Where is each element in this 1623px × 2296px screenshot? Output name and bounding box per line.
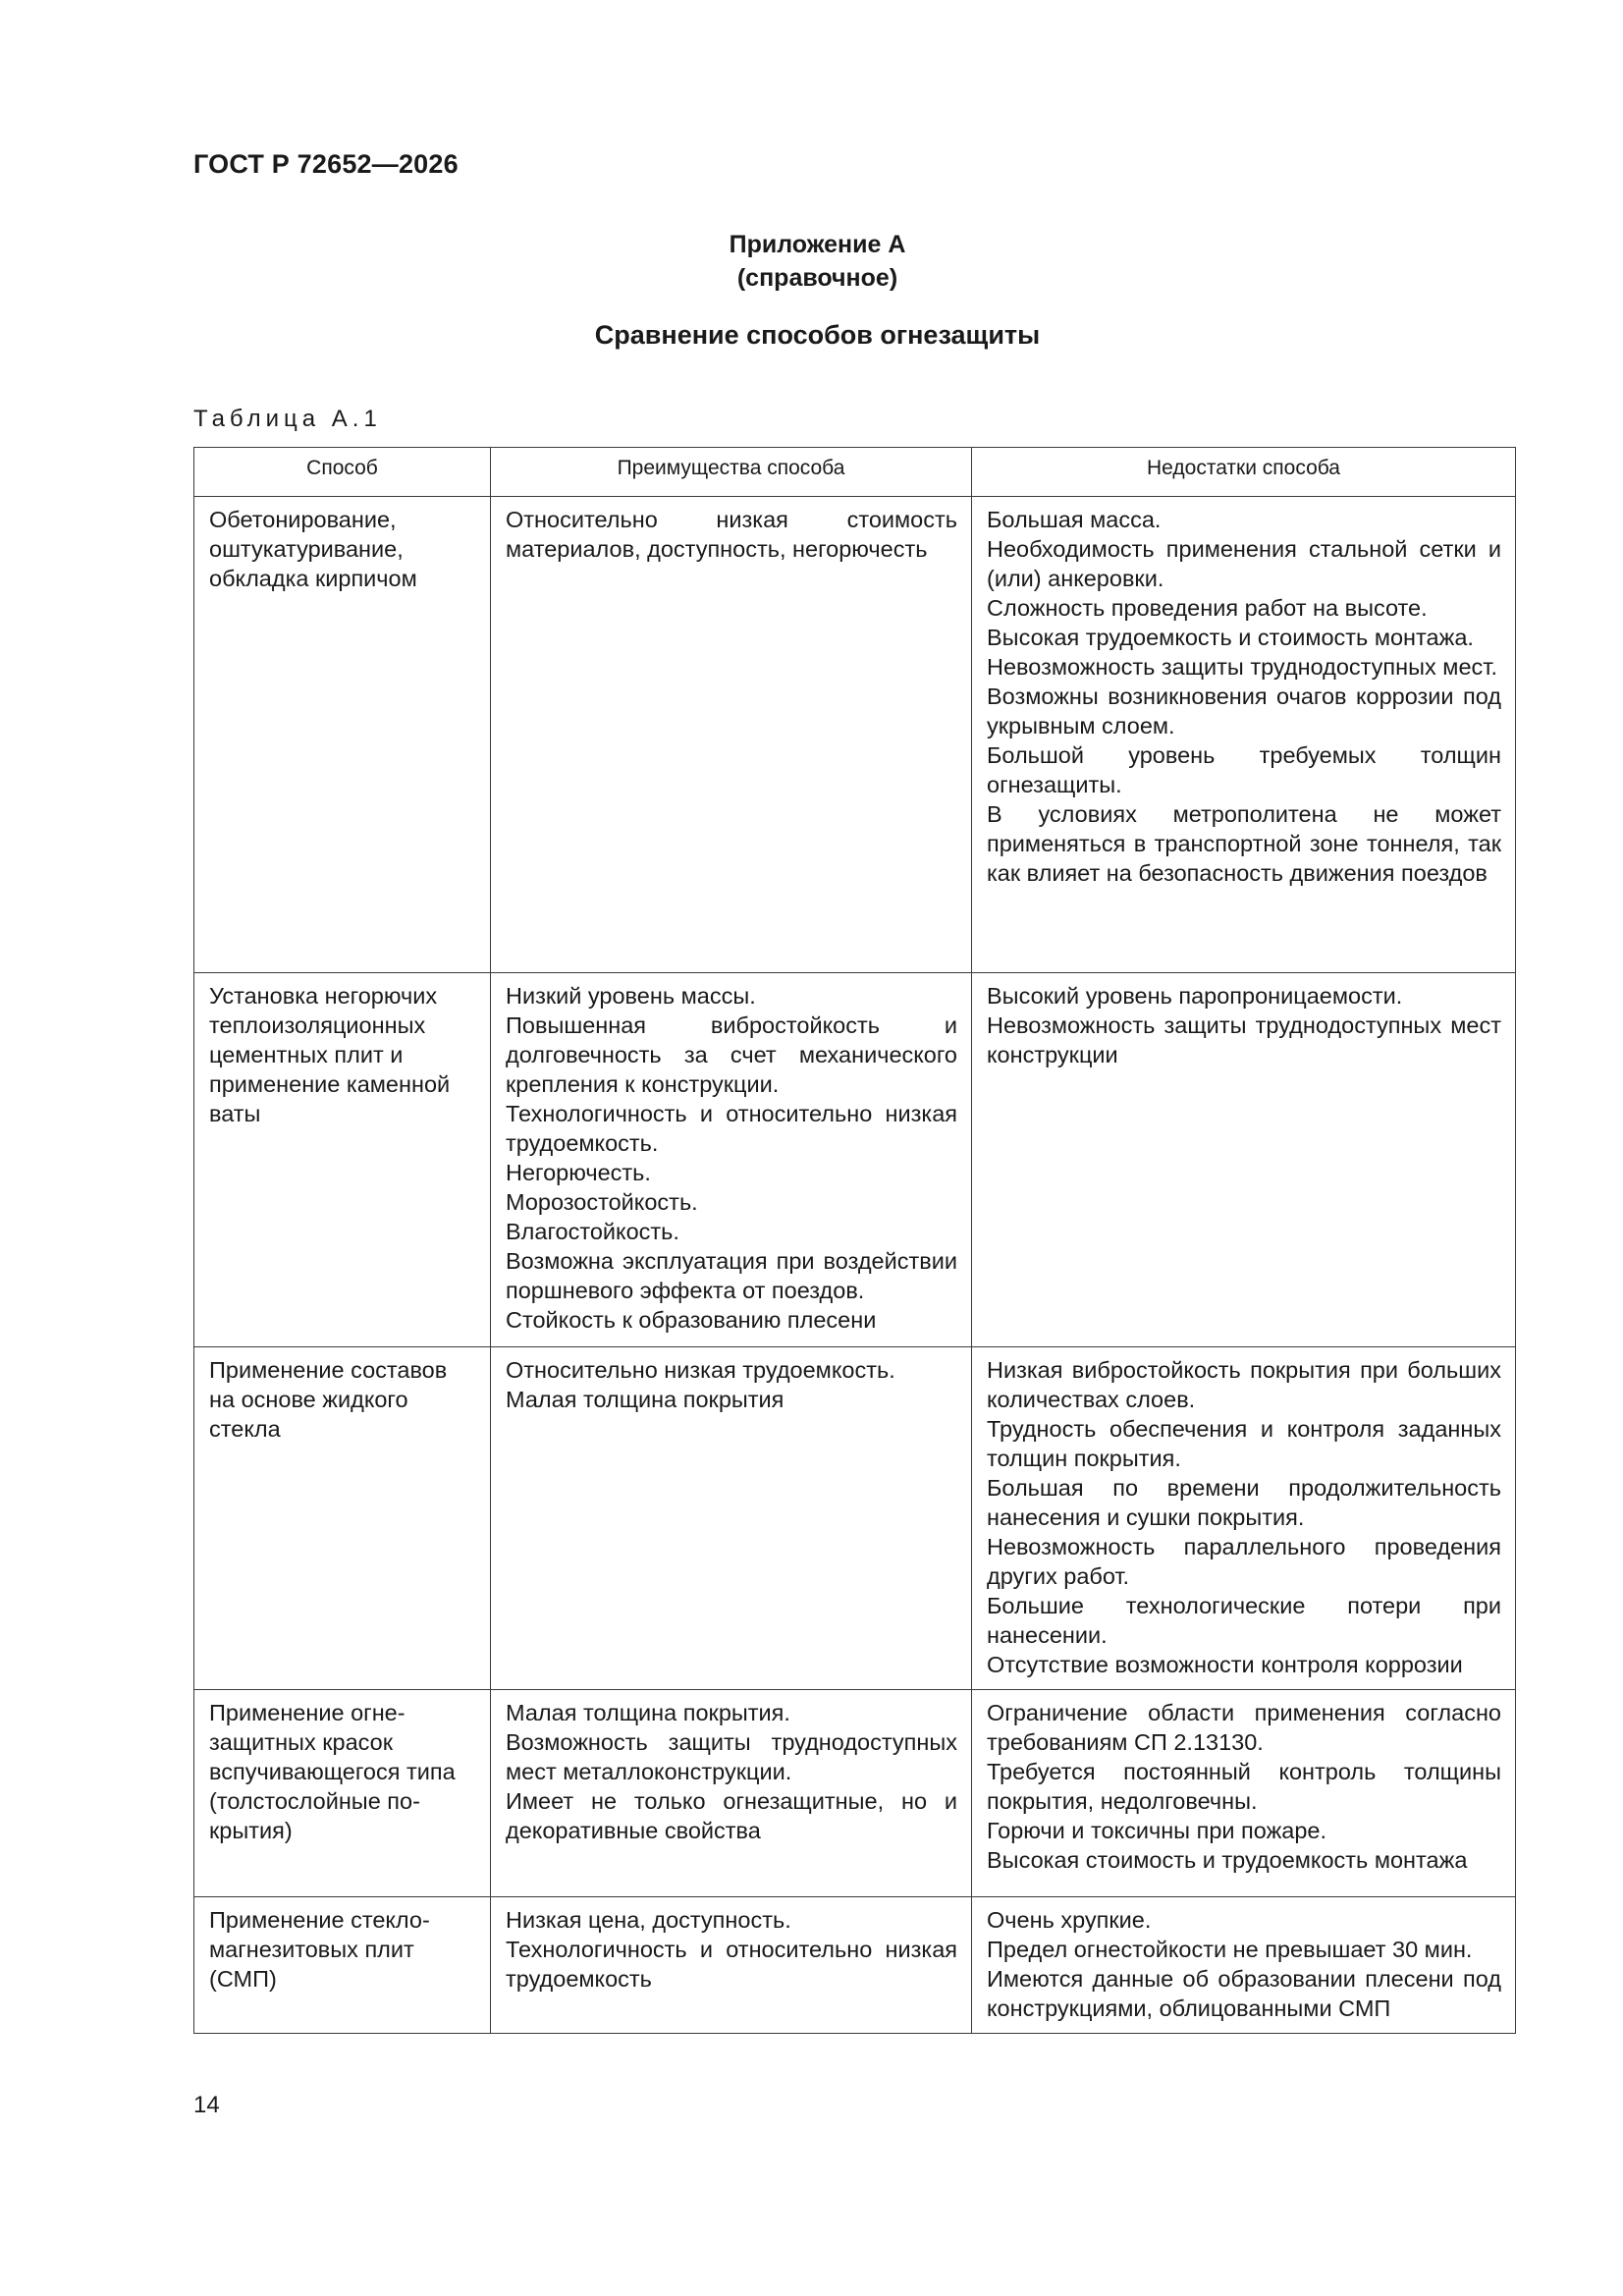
cell-line: Негорючесть. xyxy=(506,1160,651,1185)
cell-line: ваты xyxy=(209,1101,261,1126)
page-number: 14 xyxy=(193,2092,220,2118)
cell-line: Применение стекло- xyxy=(209,1907,430,1933)
cell-line: Низкий уровень массы. xyxy=(506,983,756,1009)
cell-line: Повышенная вибростойкость и долговечность за счет механического крепления к конструкции. xyxy=(506,1012,957,1097)
table-row xyxy=(194,1690,1516,1897)
disadvantages-cell xyxy=(972,973,1516,1347)
cell-line: Высокая трудоемкость и стоимость монтажа. xyxy=(987,625,1474,650)
section-title: Сравнение способов огнезащиты xyxy=(594,320,1041,350)
method-cell xyxy=(194,1690,491,1897)
cell-line: Применение составов xyxy=(209,1357,448,1383)
cell-line: обкладка кирпичом xyxy=(209,566,417,591)
cell-line: цементных плит и xyxy=(209,1042,404,1067)
comparison-table xyxy=(193,447,1516,2034)
document-code: ГОСТ Р 72652—2026 xyxy=(193,149,459,179)
cell-line: Невозможность защиты труднодоступных мест. xyxy=(987,654,1497,680)
cell-line: Низкая цена, доступность. xyxy=(506,1907,791,1933)
cell-line: Ограничение области применения согласно требованиям СП 2.13130. xyxy=(987,1700,1501,1755)
cell-line: Возможны возникновения очагов коррозии под укрывным слоем. xyxy=(987,683,1501,738)
cell-line: Возможность защиты труднодоступных мест металлоконструкции. xyxy=(506,1729,957,1784)
cell-line: Большие технологические потери при нанесении. xyxy=(987,1593,1501,1648)
table-row xyxy=(194,1897,1516,2034)
cell-line: Технологичность и относительно низкая трудоемкость. xyxy=(506,1101,957,1156)
appendix-title: Приложение А xyxy=(729,231,906,258)
cell-line: Технологичность и относительно низкая трудоемкость xyxy=(506,1937,957,1992)
table-header-row xyxy=(194,448,1516,490)
cell-line: Очень хрупкие. xyxy=(987,1907,1152,1933)
cell-line: Низкая вибростойкость покрытия при больших количествах слоев. xyxy=(987,1357,1501,1412)
cell-line: Высокая стоимость и трудоемкость монтажа xyxy=(987,1847,1468,1873)
cell-line: Относительно низкая стоимость материалов, доступность, негорючесть xyxy=(506,507,957,562)
advantages-cell xyxy=(491,1690,972,1897)
disadvantages-cell xyxy=(972,1690,1516,1897)
cell-line: на основе жидкого xyxy=(209,1387,408,1412)
cell-line: магнезитовых плит xyxy=(209,1937,414,1962)
cell-line: оштукатуривание, xyxy=(209,536,404,562)
cell-line: Большая масса. xyxy=(987,507,1162,532)
cell-line: (СМП) xyxy=(209,1966,277,1992)
column-header-method: Способ xyxy=(194,448,491,490)
cell-line: Требуется постоянный контроль толщины покрытия, недолговечны. xyxy=(987,1759,1501,1814)
cell-line: Трудность обеспечения и контроля заданных толщин покрытия. xyxy=(987,1416,1501,1471)
cell-line: Малая толщина покрытия xyxy=(506,1387,784,1412)
cell-line: Сложность проведения работ на высоте. xyxy=(987,595,1428,621)
cell-line: крытия) xyxy=(209,1818,293,1843)
advantages-cell xyxy=(491,1347,972,1690)
cell-line: Обетонирование, xyxy=(209,507,397,532)
table-row xyxy=(194,497,1516,973)
column-header-advantages: Преимущества способа xyxy=(491,448,972,490)
disadvantages-cell xyxy=(972,497,1516,973)
cell-line: Невозможность защиты труднодоступных мест конструкции xyxy=(987,1012,1501,1067)
disadvantages-cell xyxy=(972,1897,1516,2034)
advantages-cell xyxy=(491,973,972,1347)
cell-line: теплоизоляционных xyxy=(209,1012,426,1038)
cell-line: Высокий уровень паропроницаемости. xyxy=(987,983,1403,1009)
cell-line: Предел огнестойкости не превышает 30 мин. xyxy=(987,1937,1473,1962)
table-row xyxy=(194,1347,1516,1690)
method-cell xyxy=(194,1347,491,1690)
advantages-cell xyxy=(491,497,972,973)
cell-line: защитных красок xyxy=(209,1729,394,1755)
cell-line: Большой уровень требуемых толщин огнезащиты. xyxy=(987,742,1501,797)
cell-line: Морозостойкость. xyxy=(506,1189,698,1215)
appendix-heading xyxy=(0,228,1623,295)
cell-line: применение каменной xyxy=(209,1071,451,1097)
cell-line: вспучивающегося типа xyxy=(209,1759,456,1784)
cell-line: (толстослойные по- xyxy=(209,1788,420,1814)
cell-line: Горючи и токсичны при пожаре. xyxy=(987,1818,1327,1843)
cell-line: Возможна эксплуатация при воздействии поршневого эффекта от поездов. xyxy=(506,1248,957,1303)
table-row xyxy=(194,973,1516,1347)
cell-line: Имеются данные об образовании плесени под конструкциями, облицованными СМП xyxy=(987,1966,1501,2021)
cell-line: В условиях метрополитена не может применяться в транспортной зоне тоннеля, так как влияет на безопасность движения поездов xyxy=(987,801,1501,886)
cell-line: Отсутствие возможности контроля коррозии xyxy=(987,1652,1463,1677)
column-header-disadvantages: Недостатки способа xyxy=(972,448,1516,490)
advantages-cell xyxy=(491,1897,972,2034)
appendix-subtitle: (справочное) xyxy=(736,264,898,292)
method-cell xyxy=(194,497,491,973)
cell-line: Имеет не только огнезащитные, но и декоративные свойства xyxy=(506,1788,957,1843)
cell-line: Относительно низкая трудоемкость. xyxy=(506,1357,895,1383)
cell-line: Малая толщина покрытия. xyxy=(506,1700,790,1725)
cell-line: Большая по времени продолжительность нанесения и сушки покрытия. xyxy=(987,1475,1501,1530)
cell-line: Установка негорючих xyxy=(209,983,438,1009)
method-cell xyxy=(194,973,491,1347)
disadvantages-cell xyxy=(972,1347,1516,1690)
method-cell xyxy=(194,1897,491,2034)
cell-line: стекла xyxy=(209,1416,281,1442)
header-separator xyxy=(194,489,1516,497)
cell-line: Невозможность параллельного проведения других работ. xyxy=(987,1534,1501,1589)
cell-line: Стойкость к образованию плесени xyxy=(506,1307,877,1333)
table-caption: Таблица А.1 xyxy=(193,406,382,432)
cell-line: Необходимость применения стальной сетки и (или) анкеровки. xyxy=(987,536,1501,591)
cell-line: Применение огне- xyxy=(209,1700,406,1725)
cell-line: Влагостойкость. xyxy=(506,1219,679,1244)
